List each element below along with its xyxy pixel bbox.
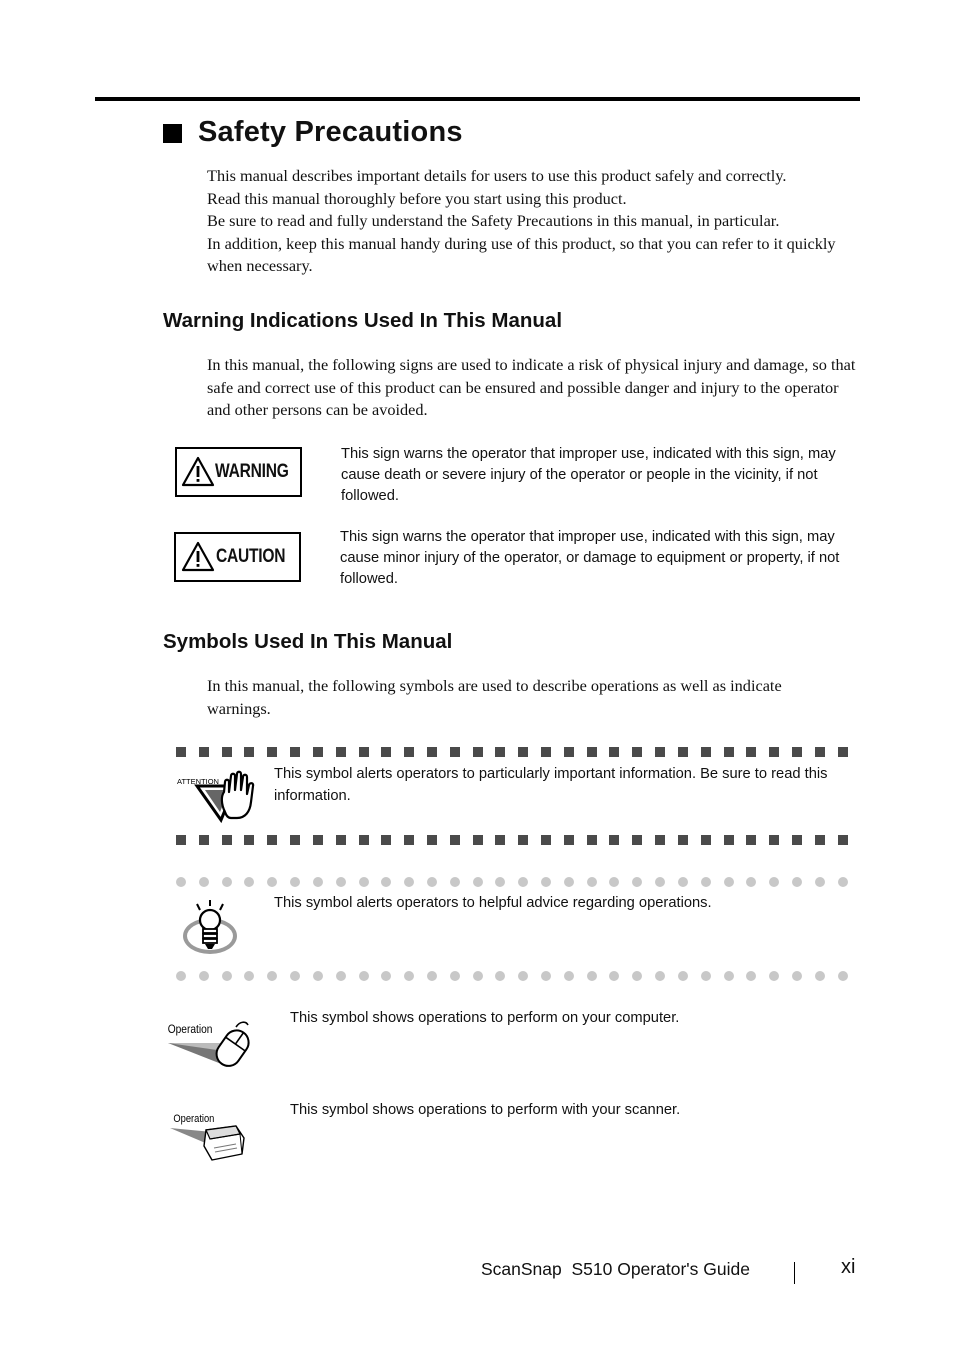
symbols-section-intro-text: In this manual, the following symbols are used to describe operations as well as indicate warnings.	[207, 676, 782, 718]
divider-square	[678, 747, 688, 757]
divider-square	[655, 747, 665, 757]
divider-square	[701, 835, 711, 845]
divider-square	[632, 747, 642, 757]
divider-dot	[838, 877, 848, 887]
intro-line: This manual describes important details for users to use this product safely and correctly.	[207, 166, 787, 185]
divider-dot	[427, 971, 437, 981]
divider-dot	[678, 877, 688, 887]
divider-square	[541, 747, 551, 757]
divider-dot	[815, 971, 825, 981]
divider-dot	[267, 877, 277, 887]
divider-square	[838, 747, 848, 757]
divider-square	[838, 835, 848, 845]
divider-square	[541, 835, 551, 845]
divider-dot	[587, 877, 597, 887]
divider-dot	[176, 877, 186, 887]
divider-square	[244, 747, 254, 757]
divider-dot	[769, 877, 779, 887]
divider-dot	[267, 971, 277, 981]
divider-dot	[541, 971, 551, 981]
divider-square	[199, 747, 209, 757]
divider-dot	[199, 971, 209, 981]
divider-dot	[701, 971, 711, 981]
divider-square	[587, 747, 597, 757]
divider-dot	[495, 877, 505, 887]
divider-square	[427, 835, 437, 845]
divider-square	[336, 835, 346, 845]
divider-dot	[746, 971, 756, 981]
hint-description: This symbol alerts operators to helpful advice regarding operations.	[274, 895, 712, 911]
divider-square	[518, 747, 528, 757]
divider-square	[564, 835, 574, 845]
hint-divider-bottom	[176, 971, 848, 981]
divider-square	[313, 835, 323, 845]
intro-line: In addition, keep this manual handy during use of this product, so that you can refer to it quickly when necessary.	[207, 233, 836, 276]
divider-square	[495, 747, 505, 757]
divider-square	[244, 835, 254, 845]
warning-sign-label: WARNING	[215, 461, 289, 482]
divider-dot	[724, 877, 734, 887]
divider-square	[313, 747, 323, 757]
divider-dot	[632, 971, 642, 981]
lightbulb-hint-icon	[181, 898, 241, 960]
divider-dot	[587, 971, 597, 981]
attention-divider-bottom	[176, 835, 848, 845]
divider-dot	[450, 971, 460, 981]
divider-square	[290, 835, 300, 845]
divider-dot	[792, 877, 802, 887]
mouse-operation-caption: Operation	[167, 1023, 213, 1037]
divider-square	[381, 747, 391, 757]
divider-dot	[518, 971, 528, 981]
divider-dot	[199, 877, 209, 887]
warning-triangle-icon	[181, 456, 215, 488]
divider-square	[199, 835, 209, 845]
divider-square	[450, 747, 460, 757]
divider-square	[267, 835, 277, 845]
divider-dot	[655, 971, 665, 981]
divider-dot	[564, 971, 574, 981]
attention-hand-icon	[175, 768, 257, 824]
attention-description: This symbol alerts operators to particularly important information. Be sure to read this information.	[274, 766, 828, 804]
caution-sign-label: CAUTION	[216, 546, 286, 567]
divider-dot	[609, 877, 619, 887]
divider-dot	[724, 971, 734, 981]
divider-square	[632, 835, 642, 845]
warning-section-intro	[207, 354, 857, 422]
intro-paragraph	[207, 165, 847, 278]
divider-dot	[495, 971, 505, 981]
footer-guide-title: ScanSnap S510 Operator's Guide	[481, 1259, 750, 1279]
divider-square	[678, 835, 688, 845]
mouse-operation-icon	[166, 1017, 256, 1075]
divider-dot	[518, 877, 528, 887]
scanner-operation-description: This symbol shows operations to perform with your scanner.	[290, 1102, 681, 1118]
hint-divider-top	[176, 877, 848, 887]
divider-square	[381, 835, 391, 845]
divider-square	[359, 747, 369, 757]
divider-dot	[336, 971, 346, 981]
attention-divider-top	[176, 747, 848, 757]
divider-square	[815, 747, 825, 757]
divider-dot	[473, 971, 483, 981]
intro-line: Read this manual thoroughly before you start using this product.	[207, 188, 627, 208]
scanner-operation-icon	[170, 1110, 250, 1166]
divider-square	[176, 835, 186, 845]
divider-dot	[701, 877, 711, 887]
divider-square	[792, 835, 802, 845]
divider-square	[724, 747, 734, 757]
divider-square	[222, 835, 232, 845]
footer-page-number: xi	[841, 1256, 856, 1278]
divider-dot	[176, 971, 186, 981]
divider-square	[655, 835, 665, 845]
divider-square	[701, 747, 711, 757]
divider-dot	[359, 877, 369, 887]
divider-square	[564, 747, 574, 757]
divider-square	[587, 835, 597, 845]
divider-square	[290, 747, 300, 757]
divider-square	[176, 747, 186, 757]
divider-dot	[450, 877, 460, 887]
caution-triangle-icon	[180, 541, 216, 573]
divider-dot	[381, 877, 391, 887]
divider-dot	[359, 971, 369, 981]
divider-square	[404, 835, 414, 845]
divider-dot	[290, 877, 300, 887]
title-block	[163, 116, 463, 149]
mouse-operation-description: This symbol shows operations to perform on your computer.	[290, 1010, 680, 1026]
divider-square	[815, 835, 825, 845]
divider-dot	[792, 971, 802, 981]
warning-section-intro-text: In this manual, the following signs are used to indicate a risk of physical injury and damage, so that safe and correct use of this product can be ensured and possible danger and injury to the operator and other persons can be avoided.	[207, 355, 856, 420]
divider-dot	[404, 971, 414, 981]
divider-square	[792, 747, 802, 757]
scanner-operation-caption: Operation	[173, 1113, 215, 1126]
divider-square	[427, 747, 437, 757]
divider-dot	[290, 971, 300, 981]
symbols-section-heading: Symbols Used In This Manual	[163, 630, 453, 653]
divider-dot	[632, 877, 642, 887]
divider-dot	[541, 877, 551, 887]
divider-square	[267, 747, 277, 757]
divider-square	[450, 835, 460, 845]
divider-dot	[404, 877, 414, 887]
divider-square	[404, 747, 414, 757]
caution-sign-description: This sign warns the operator that improper use, indicated with this sign, may cause minor injury of the operator, or damage to equipment or property, if not followed.	[340, 529, 840, 587]
divider-dot	[655, 877, 665, 887]
page-title: Safety Precautions	[198, 116, 463, 148]
divider-square	[609, 835, 619, 845]
divider-dot	[313, 971, 323, 981]
divider-dot	[678, 971, 688, 981]
symbols-section-intro	[207, 675, 847, 720]
divider-dot	[838, 971, 848, 981]
divider-dot	[815, 877, 825, 887]
divider-dot	[564, 877, 574, 887]
intro-line: Be sure to read and fully understand the Safety Precautions in this manual, in particular.	[207, 211, 780, 231]
warning-section-heading: Warning Indications Used In This Manual	[163, 309, 563, 332]
divider-dot	[427, 877, 437, 887]
divider-square	[222, 747, 232, 757]
divider-square	[769, 747, 779, 757]
divider-square	[473, 835, 483, 845]
divider-dot	[746, 877, 756, 887]
divider-dot	[381, 971, 391, 981]
divider-square	[746, 835, 756, 845]
divider-dot	[222, 877, 232, 887]
divider-square	[359, 835, 369, 845]
divider-square	[724, 835, 734, 845]
divider-square	[518, 835, 528, 845]
divider-dot	[244, 971, 254, 981]
divider-square	[769, 835, 779, 845]
divider-dot	[473, 877, 483, 887]
divider-square	[336, 747, 346, 757]
divider-dot	[244, 877, 254, 887]
attention-caption: ATTENTION	[177, 777, 219, 786]
caution-sign	[174, 532, 301, 582]
divider-dot	[609, 971, 619, 981]
divider-square	[746, 747, 756, 757]
divider-square	[609, 747, 619, 757]
title-square-bullet	[163, 124, 182, 143]
divider-dot	[769, 971, 779, 981]
divider-square	[495, 835, 505, 845]
warning-sign-description: This sign warns the operator that improper use, indicated with this sign, may cause death or severe injury of the operator or people in the vicinity, if not followed.	[341, 446, 836, 504]
divider-dot	[336, 877, 346, 887]
footer-separator	[794, 1262, 795, 1284]
divider-square	[473, 747, 483, 757]
divider-dot	[222, 971, 232, 981]
top-rule	[95, 97, 860, 101]
warning-sign	[175, 447, 302, 497]
divider-dot	[313, 877, 323, 887]
